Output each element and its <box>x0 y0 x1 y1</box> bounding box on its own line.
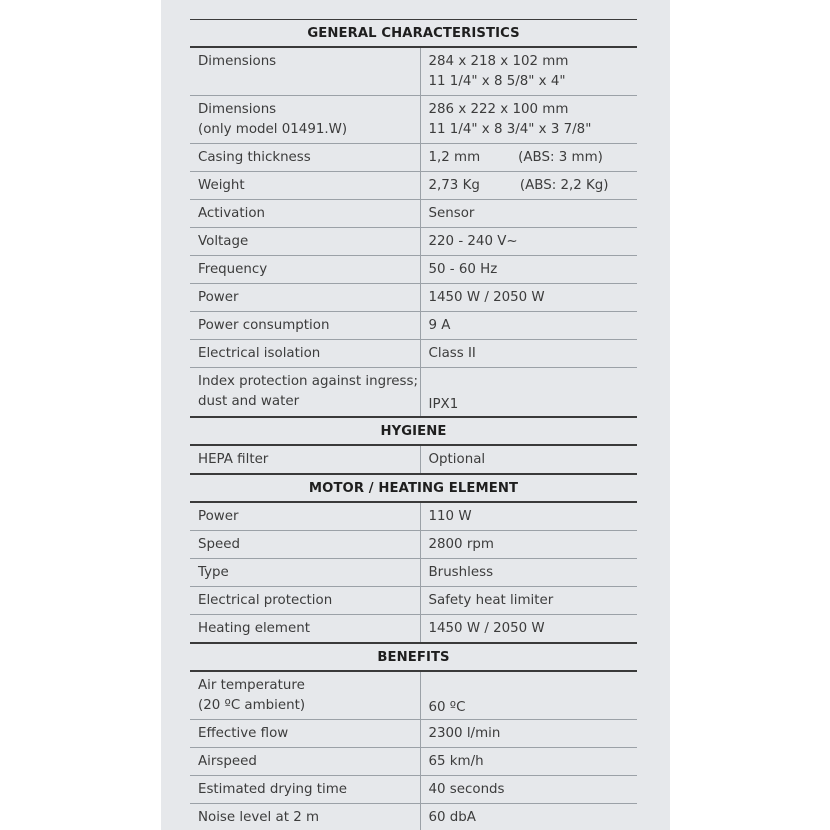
spec-value-line: 11 1/4" x 8 5/8" x 4" <box>428 73 566 89</box>
spec-label: Heating element <box>190 615 420 644</box>
spec-label: Casing thickness <box>190 144 420 172</box>
spec-row-electrical-isolation <box>190 340 637 368</box>
spec-value <box>420 144 637 172</box>
spec-label-line: Dimensions <box>198 102 277 117</box>
spec-value: 9 A <box>420 312 637 340</box>
spec-label: Power <box>190 502 420 531</box>
spec-label-line: (20 ºC ambient) <box>198 697 306 713</box>
spec-value: 1450 W / 2050 W <box>420 284 637 312</box>
spec-row-speed <box>190 531 637 559</box>
spec-row-dimensions-01491w <box>190 96 637 144</box>
section-header-motor <box>190 474 637 502</box>
spec-value <box>420 47 637 96</box>
section-title: BENEFITS <box>190 643 637 671</box>
spec-row-noise-level <box>190 804 637 830</box>
spec-label: Estimated drying time <box>190 776 420 804</box>
section-title: HYGIENE <box>190 417 637 445</box>
spec-label <box>190 671 420 720</box>
spec-label-line: (only model 01491.W) <box>198 121 348 137</box>
spec-row-air-temperature <box>190 671 637 720</box>
spec-label-line: dust and water <box>198 393 300 409</box>
spec-row-hepa-filter <box>190 445 637 474</box>
spec-value: Brushless <box>420 559 637 587</box>
section-header-general <box>190 20 637 48</box>
spec-value <box>420 172 637 200</box>
spec-value-main: 1,2 mm <box>428 150 481 165</box>
spec-row-power <box>190 284 637 312</box>
spec-label: Speed <box>190 531 420 559</box>
spec-value: 50 - 60 Hz <box>420 256 637 284</box>
spec-value <box>420 96 637 144</box>
spec-row-dimensions <box>190 47 637 96</box>
spec-label: Airspeed <box>190 748 420 776</box>
spec-row-frequency <box>190 256 637 284</box>
spec-row-type <box>190 559 637 587</box>
spec-value: 60 ºC <box>420 671 637 720</box>
spec-value: Sensor <box>420 200 637 228</box>
spec-label: Electrical isolation <box>190 340 420 368</box>
spec-row-activation <box>190 200 637 228</box>
spec-label: Frequency <box>190 256 420 284</box>
spec-value: Safety heat limiter <box>420 587 637 615</box>
spec-value: Class II <box>420 340 637 368</box>
spec-value: 220 - 240 V~ <box>420 228 637 256</box>
spec-value: 40 seconds <box>420 776 637 804</box>
spec-row-effective-flow <box>190 720 637 748</box>
spec-row-weight <box>190 172 637 200</box>
spec-value: 110 W <box>420 502 637 531</box>
spec-value: IPX1 <box>420 368 637 418</box>
spec-row-motor-power <box>190 502 637 531</box>
spec-value: 1450 W / 2050 W <box>420 615 637 644</box>
spec-value-line: 286 x 222 x 100 mm <box>428 102 569 117</box>
spec-row-electrical-protection <box>190 587 637 615</box>
section-header-hygiene <box>190 417 637 445</box>
spec-label: Effective flow <box>190 720 420 748</box>
spec-value: 2300 l/min <box>420 720 637 748</box>
spec-label: Power <box>190 284 420 312</box>
spec-label-line: Air temperature <box>198 678 305 693</box>
spec-label: Dimensions <box>190 47 420 96</box>
spec-value-line: 11 1/4" x 8 3/4" x 3 7/8" <box>428 121 592 137</box>
spec-label: Type <box>190 559 420 587</box>
spec-label: Voltage <box>190 228 420 256</box>
section-title: MOTOR / HEATING ELEMENT <box>190 474 637 502</box>
spec-value: 65 km/h <box>420 748 637 776</box>
spec-row-airspeed <box>190 748 637 776</box>
spec-value-main: 2,73 Kg <box>428 178 480 193</box>
spec-label <box>190 96 420 144</box>
spec-row-heating-element <box>190 615 637 644</box>
spec-row-power-consumption <box>190 312 637 340</box>
spec-label <box>190 368 420 418</box>
spec-label: Power consumption <box>190 312 420 340</box>
spec-row-voltage <box>190 228 637 256</box>
spec-table <box>190 19 637 830</box>
spec-value-abs-note: (ABS: 2,2 Kg) <box>519 178 609 193</box>
spec-value: 60 dbA <box>420 804 637 830</box>
spec-value: Optional <box>420 445 637 474</box>
section-header-benefits <box>190 643 637 671</box>
spec-label: HEPA filter <box>190 445 420 474</box>
spec-value-line: 284 x 218 x 102 mm <box>428 54 569 69</box>
spec-value: 2800 rpm <box>420 531 637 559</box>
section-title: GENERAL CHARACTERISTICS <box>190 20 637 48</box>
spec-label: Activation <box>190 200 420 228</box>
spec-label-line: Index protection against ingress; <box>198 374 419 389</box>
spec-value-abs-note: (ABS: 3 mm) <box>518 150 603 165</box>
spec-label: Weight <box>190 172 420 200</box>
spec-row-casing-thickness <box>190 144 637 172</box>
spec-row-index-protection <box>190 368 637 418</box>
spec-row-drying-time <box>190 776 637 804</box>
spec-label: Noise level at 2 m <box>190 804 420 830</box>
spec-label: Electrical protection <box>190 587 420 615</box>
